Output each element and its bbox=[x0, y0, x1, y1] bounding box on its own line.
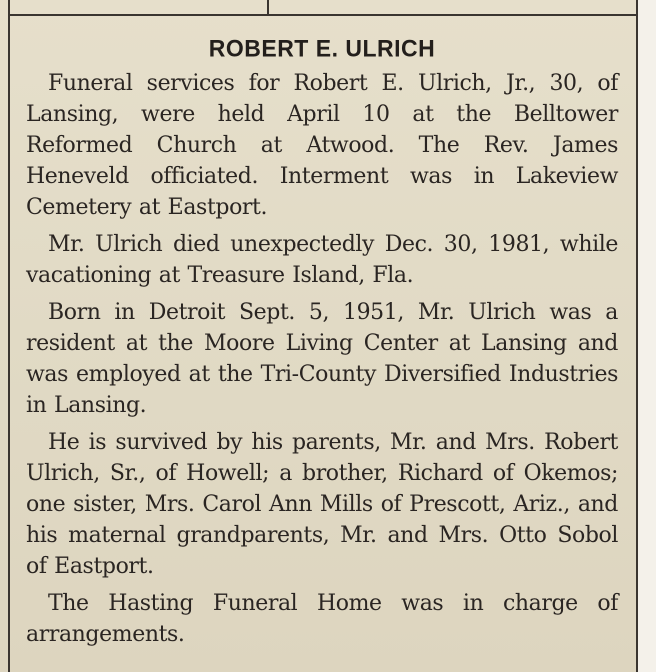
page-margin bbox=[638, 0, 656, 672]
article-headline: ROBERT E. ULRICH bbox=[208, 34, 436, 62]
article-paragraph: Mr. Ulrich died unexpectedly Dec. 30, 1981, while vacationing at Treasure Island, Fla. bbox=[26, 232, 618, 288]
article-paragraph: The Hasting Funeral Home was in charge of arrangements. bbox=[26, 591, 618, 647]
column-rule-divider bbox=[267, 0, 269, 14]
column-rule-left bbox=[8, 0, 10, 672]
obituary-article bbox=[26, 34, 618, 656]
article-paragraph: Born in Detroit Sept. 5, 1951, Mr. Ulrich was a resident at the Moore Living Center at Lansing and was employed at the Tri-County Diversified Industries in Lansing. bbox=[26, 300, 618, 418]
column-rule-top bbox=[8, 14, 638, 16]
article-paragraph: Funeral services for Robert E. Ulrich, Jr., 30, of Lansing, were held April 10 at the Belltower Reformed Church at Atwood. The Rev. James Heneveld officiated. Interment was in Lakeview Cemetery at Eastport. bbox=[26, 71, 618, 220]
article-paragraph: He is survived by his parents, Mr. and Mrs. Robert Ulrich, Sr., of Howell; a brother, Richard of Okemos; one sister, Mrs. Carol Ann Mills of Prescott, Ariz., and his maternal grandparents, Mr. and Mrs. Otto Sobol of Eastport. bbox=[26, 430, 618, 579]
column-rule-right bbox=[636, 0, 638, 672]
